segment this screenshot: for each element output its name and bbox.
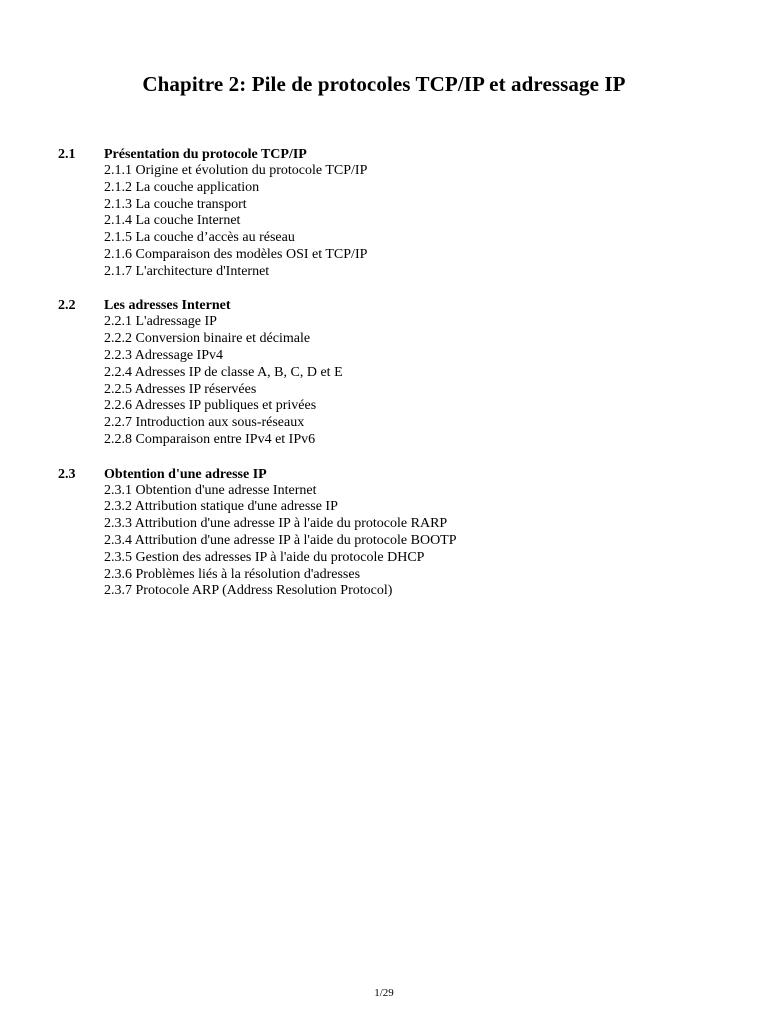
toc-section-2-1 (58, 146, 738, 281)
table-of-contents (58, 146, 738, 617)
toc-item: 2.1.4 La couche Internet (104, 213, 241, 229)
toc-item: 2.1.5 La couche d’accès au réseau (104, 230, 295, 246)
toc-item: 2.3.4 Attribution d'une adresse IP à l'aide du protocole BOOTP (104, 532, 457, 548)
toc-item: 2.1.6 Comparaison des modèles OSI et TCP/IP (104, 246, 368, 262)
toc-item: 2.2.7 Introduction aux sous-réseaux (104, 415, 305, 431)
section-items (58, 163, 738, 281)
toc-item: 2.3.5 Gestion des adresses IP à l'aide du protocole DHCP (104, 549, 425, 565)
section-number: 2.2 (58, 298, 76, 314)
toc-item: 2.2.8 Comparaison entre IPv4 et IPv6 (104, 431, 316, 447)
toc-item: 2.2.3 Adressage IPv4 (104, 347, 223, 363)
toc-item: 2.2.5 Adresses IP réservées (104, 381, 257, 397)
section-number: 2.3 (58, 466, 76, 482)
section-heading (58, 297, 738, 314)
toc-item: 2.1.3 La couche transport (104, 196, 247, 212)
toc-item: 2.3.7 Protocole ARP (Address Resolution Protocol) (104, 583, 393, 599)
section-title: Présentation du protocole TCP/IP (104, 147, 307, 162)
toc-section-2-3 (58, 466, 738, 601)
toc-item: 2.1.1 Origine et évolution du protocole TCP/IP (104, 163, 368, 178)
toc-item: 2.2.4 Adresses IP de classe A, B, C, D et E (104, 364, 343, 380)
toc-item: 2.2.2 Conversion binaire et décimale (104, 331, 311, 347)
section-number: 2.1 (58, 147, 76, 162)
section-items (58, 314, 738, 448)
toc-item: 2.2.6 Adresses IP publiques et privées (104, 398, 317, 414)
toc-item: 2.1.7 L'architecture d'Internet (104, 263, 270, 279)
toc-item: 2.3.3 Attribution d'une adresse IP à l'aide du protocole RARP (104, 516, 448, 532)
section-title: Obtention d'une adresse IP (104, 466, 267, 482)
toc-item: 2.3.1 Obtention d'une adresse Internet (104, 482, 317, 498)
toc-section-2-2 (58, 297, 738, 448)
toc-item: 2.3.6 Problèmes liés à la résolution d'adresses (104, 566, 361, 582)
toc-item: 2.2.1 L'adressage IP (104, 314, 217, 330)
page-number: 1/29 (374, 987, 394, 999)
section-title: Les adresses Internet (104, 298, 231, 314)
section-heading (58, 466, 738, 483)
toc-item: 2.3.2 Attribution statique d'une adresse IP (104, 499, 338, 515)
section-heading (58, 146, 738, 163)
section-items (58, 483, 738, 601)
toc-item: 2.1.2 La couche application (104, 179, 260, 195)
chapter-title: Chapitre 2: Pile de protocoles TCP/IP et adressage IP (142, 72, 626, 96)
